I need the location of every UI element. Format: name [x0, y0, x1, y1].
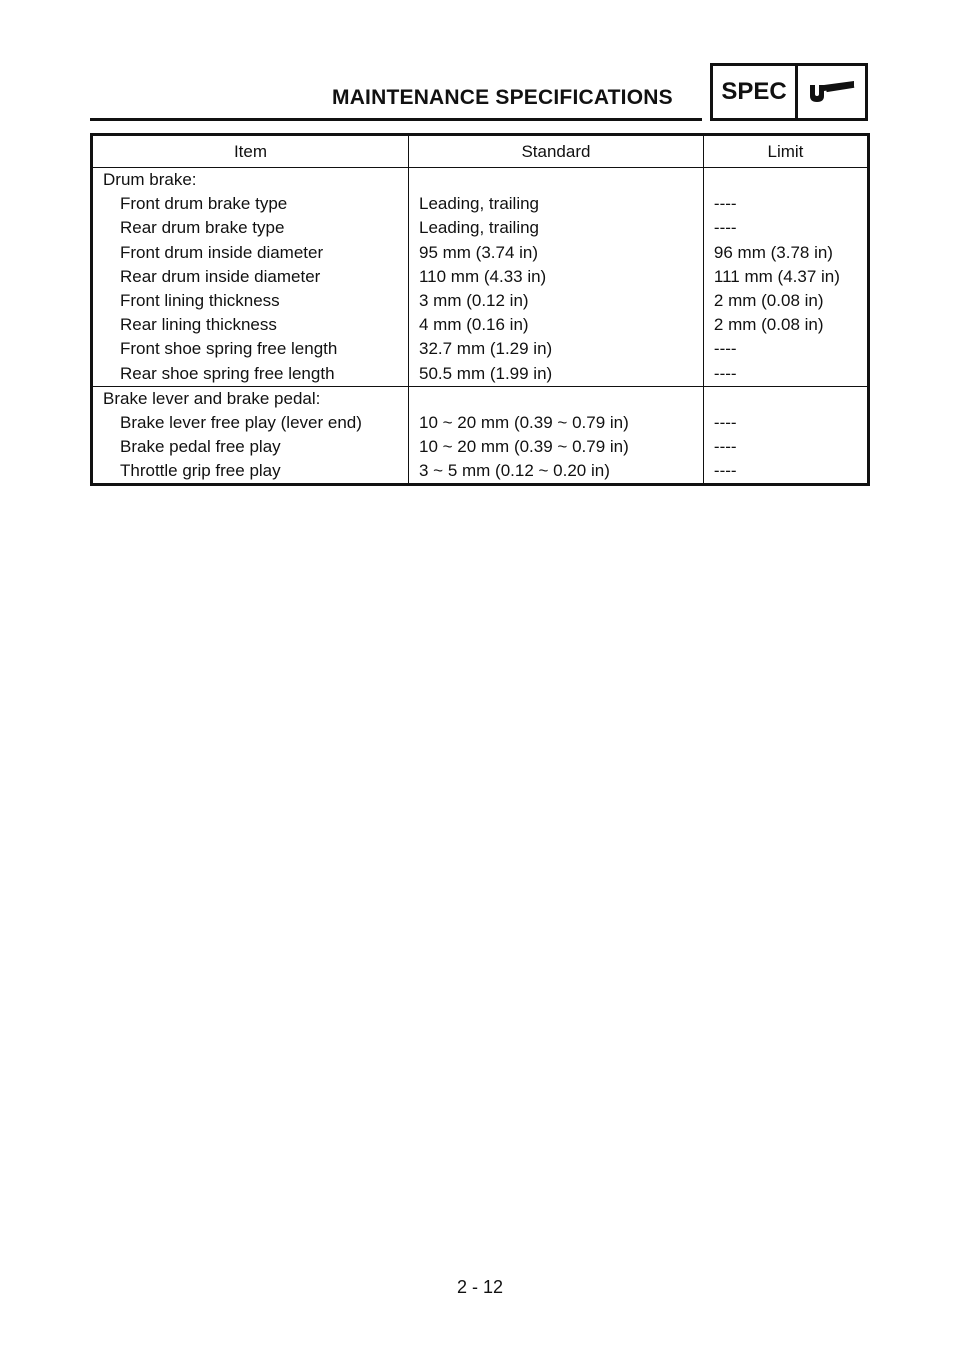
item-cell — [92, 168, 409, 387]
standard-cell — [408, 386, 703, 485]
item-text: Front drum brake type — [120, 194, 288, 214]
page-number: 2 - 12 — [456, 1277, 504, 1297]
item-text: Front shoe spring free length — [120, 339, 338, 359]
standard-text: 95 mm (3.74 in) — [418, 242, 539, 262]
standard-text: 3 mm (0.12 in) — [418, 290, 529, 310]
limit-text: ---- — [713, 339, 737, 359]
item-text: Throttle grip free play — [120, 461, 281, 481]
limit-text: ---- — [713, 194, 737, 214]
limit-text: 96 mm (3.78 in) — [713, 242, 833, 262]
item-cell — [92, 386, 409, 485]
table-header-row — [92, 135, 869, 168]
section-heading: Brake lever and brake pedal: — [103, 388, 321, 408]
limit-text: 2 mm (0.08 in) — [713, 315, 824, 335]
column-header-standard: Standard — [408, 135, 703, 168]
limit-text: ---- — [713, 437, 737, 457]
limit-text: 111 mm (4.37 in) — [713, 266, 840, 286]
limit-text: ---- — [713, 363, 737, 383]
item-text: Rear drum inside diameter — [120, 266, 321, 286]
standard-cell — [408, 168, 703, 387]
item-text: Rear drum brake type — [120, 218, 285, 238]
limit-text: 2 mm (0.08 in) — [713, 290, 824, 310]
standard-text: 10 ~ 20 mm (0.39 ~ 0.79 in) — [418, 437, 629, 457]
standard-text: Leading, trailing — [418, 194, 540, 214]
item-text: Rear lining thickness — [120, 315, 277, 335]
standard-text: 32.7 mm (1.29 in) — [418, 339, 553, 359]
item-text: Rear shoe spring free length — [120, 363, 335, 383]
table-section-drum-brake — [92, 168, 869, 387]
limit-cell — [703, 386, 868, 485]
standard-text: Leading, trailing — [418, 218, 540, 238]
standard-text: 3 ~ 5 mm (0.12 ~ 0.20 in) — [418, 461, 610, 481]
column-header-item: Item — [92, 135, 409, 168]
spec-table — [90, 133, 870, 486]
item-text: Front drum inside diameter — [120, 242, 324, 262]
standard-text: 10 ~ 20 mm (0.39 ~ 0.79 in) — [418, 412, 629, 432]
item-text: Brake lever free play (lever end) — [120, 412, 362, 432]
limit-cell — [703, 168, 868, 387]
spec-badge — [710, 63, 868, 121]
spec-label: SPEC — [713, 66, 798, 118]
limit-text: ---- — [713, 412, 737, 432]
standard-text: 110 mm (4.33 in) — [418, 266, 547, 286]
column-header-limit: Limit — [703, 135, 868, 168]
table-section-brake-lever — [92, 386, 869, 485]
limit-text: ---- — [713, 461, 737, 481]
spec-icon-cell — [798, 66, 865, 118]
section-heading: Drum brake: — [103, 170, 197, 189]
limit-text: ---- — [713, 218, 737, 238]
item-text: Front lining thickness — [120, 290, 280, 310]
wrench-icon — [806, 77, 858, 107]
title-rule — [90, 118, 702, 121]
item-text: Brake pedal free play — [120, 437, 281, 457]
page-title: MAINTENANCE SPECIFICATIONS — [332, 86, 673, 109]
standard-text: 50.5 mm (1.99 in) — [418, 363, 553, 383]
standard-text: 4 mm (0.16 in) — [418, 315, 529, 335]
